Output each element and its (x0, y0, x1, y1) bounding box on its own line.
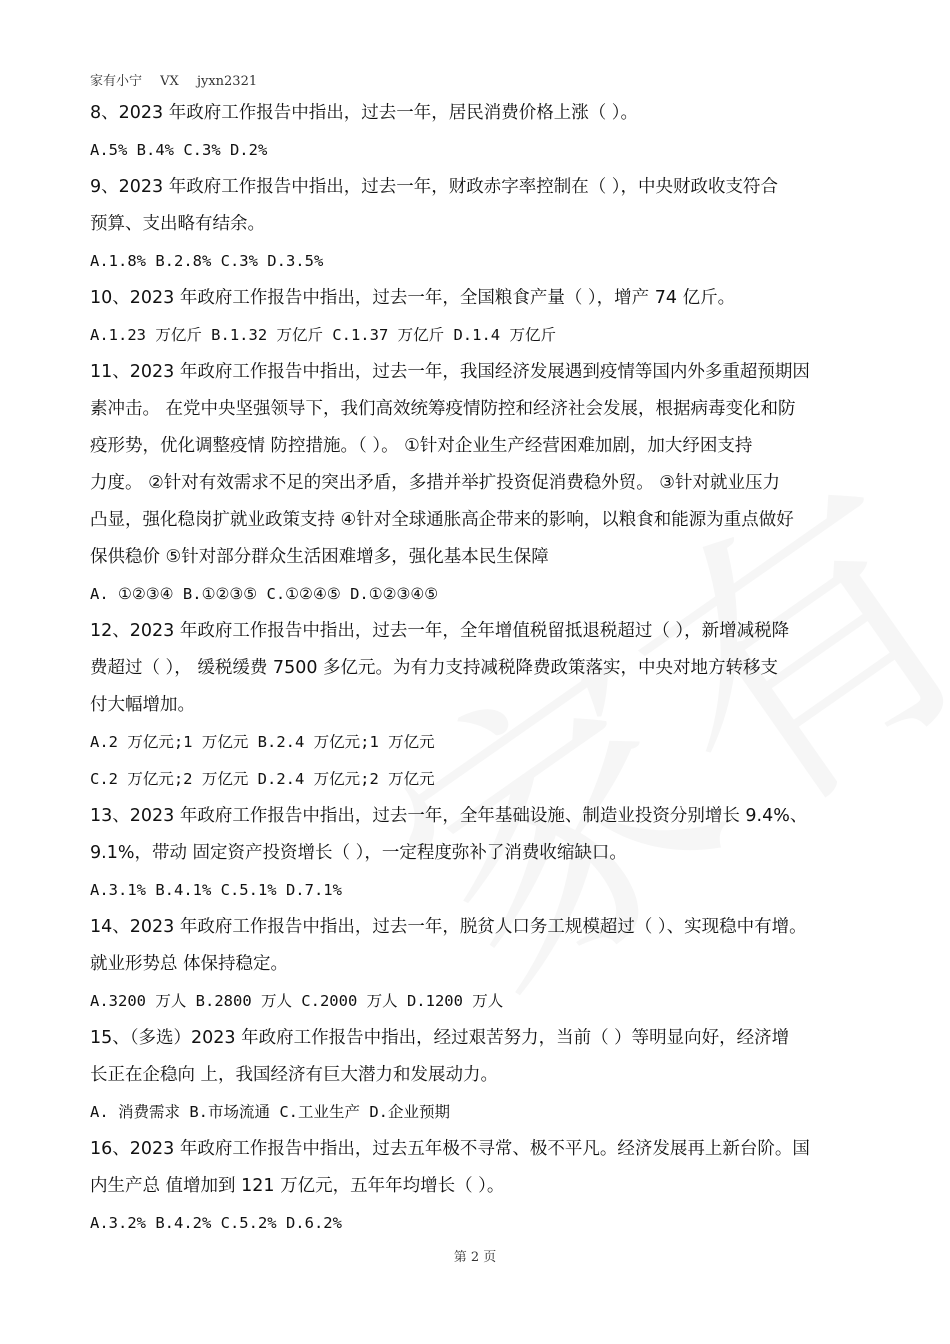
question-text-line: 12、2023 年政府工作报告中指出，过去一年，全年增值税留抵退税超过（ ），新增减税降 (90, 621, 790, 641)
question-text-line: 14、2023 年政府工作报告中指出，过去一年，脱贫人口务工规模超过（ ）、实现稳中有增。 (90, 917, 807, 937)
question-text-line: 预算、支出略有结余。 (90, 214, 265, 234)
question-text-line: 10、2023 年政府工作报告中指出，过去一年，全国粮食产量（ ），增产 74 亿斤。 (90, 288, 736, 308)
answer-options-line: A.3.1% B.4.1% C.5.1% D.7.1% (90, 881, 342, 899)
question-text-line: 素冲击。 在党中央坚强领导下，我们高效统筹疫情防控和经济社会发展，根据病毒变化和防 (90, 399, 796, 419)
question-text-line: 9.1%，带动 固定资产投资增长（ ），一定程度弥补了消费收缩缺口。 (90, 843, 627, 863)
question-text-line: 费超过（ ）， 缓税缓费 7500 多亿元。为有力支持减税降费政策落实，中央对地方转移支 (90, 658, 779, 678)
question-text-line: 疫形势，优化调整疫情 防控措施。（ ）。 ①针对企业生产经营困难加剧，加大纾困支持 (90, 436, 753, 456)
answer-options-line: A. ①②③④ B.①②③⑤ C.①②④⑤ D.①②③④⑤ (90, 585, 439, 603)
answer-options-line: A.3.2% B.4.2% C.5.2% D.6.2% (90, 1214, 342, 1232)
question-text-line: 15、（多选）2023 年政府工作报告中指出，经过艰苦努力，当前（ ）等明显向好，经济增 (90, 1028, 790, 1048)
answer-options-line: A.1.8% B.2.8% C.3% D.3.5% (90, 252, 324, 270)
answer-options-line: A.2 万亿元;1 万亿元 B.2.4 万亿元;1 万亿元 (90, 733, 435, 751)
answer-options-line: A.3200 万人 B.2800 万人 C.2000 万人 D.1200 万人 (90, 992, 504, 1010)
question-text-line: 付大幅增加。 (90, 695, 195, 715)
document-body (90, 95, 865, 1242)
answer-options-line: A.1.23 万亿斤 B.1.32 万亿斤 C.1.37 万亿斤 D.1.4 万亿斤 (90, 326, 556, 344)
question-text-line: 9、2023 年政府工作报告中指出，过去一年，财政赤字率控制在（ ），中央财政收支符合 (90, 177, 779, 197)
header-vx-label: VX (160, 74, 179, 89)
question-text-line: 力度。 ②针对有效需求不足的突出矛盾，多措并举扩投资促消费稳外贸。 ③针对就业压力 (90, 473, 780, 493)
page-header (90, 70, 271, 89)
answer-options-line: A.5% B.4% C.3% D.2% (90, 141, 268, 159)
header-vx-id: jyxn2321 (196, 74, 258, 89)
page-number: 第 2 页 (453, 1250, 497, 1265)
question-text-line: 长正在企稳向 上，我国经济有巨大潜力和发展动力。 (90, 1065, 499, 1085)
header-name: 家有小宁 (90, 74, 143, 89)
question-text-line: 就业形势总 体保持稳定。 (90, 954, 289, 974)
question-text-line: 16、2023 年政府工作报告中指出，过去五年极不寻常、极不平凡。经济发展再上新台阶。国 (90, 1139, 810, 1159)
answer-options-line: A. 消费需求 B.市场流通 C.工业生产 D.企业预期 (90, 1103, 450, 1121)
question-text-line: 8、2023 年政府工作报告中指出，过去一年，居民消费价格上涨（ ）。 (90, 103, 639, 123)
answer-options-line: C.2 万亿元;2 万亿元 D.2.4 万亿元;2 万亿元 (90, 770, 435, 788)
question-text-line: 内生产总 值增加到 121 万亿元，五年年均增长（ ）。 (90, 1176, 505, 1196)
question-text-line: 13、2023 年政府工作报告中指出，过去一年，全年基础设施、制造业投资分别增长 9.4%、 (90, 806, 808, 826)
question-text-line: 凸显，强化稳岗扩就业政策支持 ④针对全球通胀高企带来的影响，以粮食和能源为重点做好 (90, 510, 794, 530)
question-text-line: 保供稳价 ⑤针对部分群众生活困难增多，强化基本民生保障 (90, 547, 549, 567)
question-text-line: 11、2023 年政府工作报告中指出，过去一年，我国经济发展遇到疫情等国内外多重超预期因 (90, 362, 810, 382)
